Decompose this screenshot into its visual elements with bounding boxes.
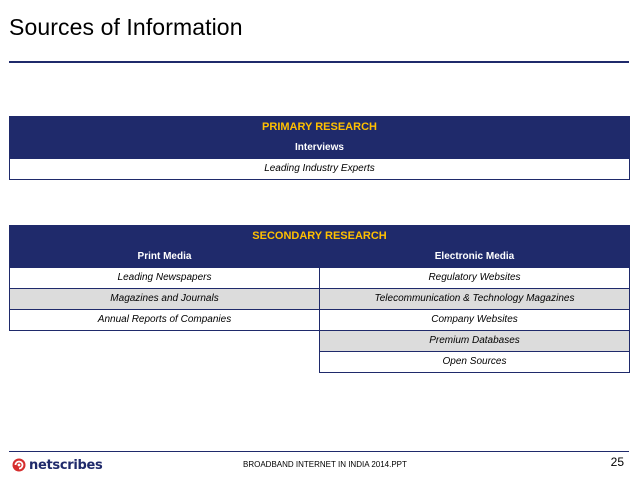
page-title: Sources of Information <box>9 14 243 40</box>
footer-divider <box>9 451 629 452</box>
footer-document-name: BROADBAND INTERNET IN INDIA 2014.PPT <box>243 460 407 469</box>
table-row <box>10 352 630 373</box>
table-cell: Leading Industry Experts <box>10 159 630 180</box>
empty-cell <box>10 331 320 352</box>
table-cell: Open Sources <box>320 352 630 373</box>
table-row <box>10 268 630 289</box>
column-header-print-media: Print Media <box>10 247 320 268</box>
table-row <box>10 331 630 352</box>
table-cell: Company Websites <box>320 310 630 331</box>
netscribes-logo <box>12 456 102 474</box>
interviews-subheader: Interviews <box>10 138 630 159</box>
primary-research-header: PRIMARY RESEARCH <box>10 117 630 138</box>
table-cell: Annual Reports of Companies <box>10 310 320 331</box>
table-cell: Leading Newspapers <box>10 268 320 289</box>
table-row <box>10 310 630 331</box>
table-cell: Premium Databases <box>320 331 630 352</box>
table-cell: Magazines and Journals <box>10 289 320 310</box>
empty-cell <box>10 352 320 373</box>
netscribes-logo-icon <box>12 458 26 472</box>
logo-text: netscribes <box>29 457 103 473</box>
table-cell: Telecommunication & Technology Magazines <box>320 289 630 310</box>
table-cell: Regulatory Websites <box>320 268 630 289</box>
table-row <box>10 289 630 310</box>
primary-research-table <box>9 116 630 180</box>
secondary-research-header: SECONDARY RESEARCH <box>10 226 630 247</box>
title-divider <box>9 61 629 63</box>
secondary-research-table <box>9 225 630 373</box>
page-number: 25 <box>610 455 624 469</box>
column-header-electronic-media: Electronic Media <box>320 247 630 268</box>
